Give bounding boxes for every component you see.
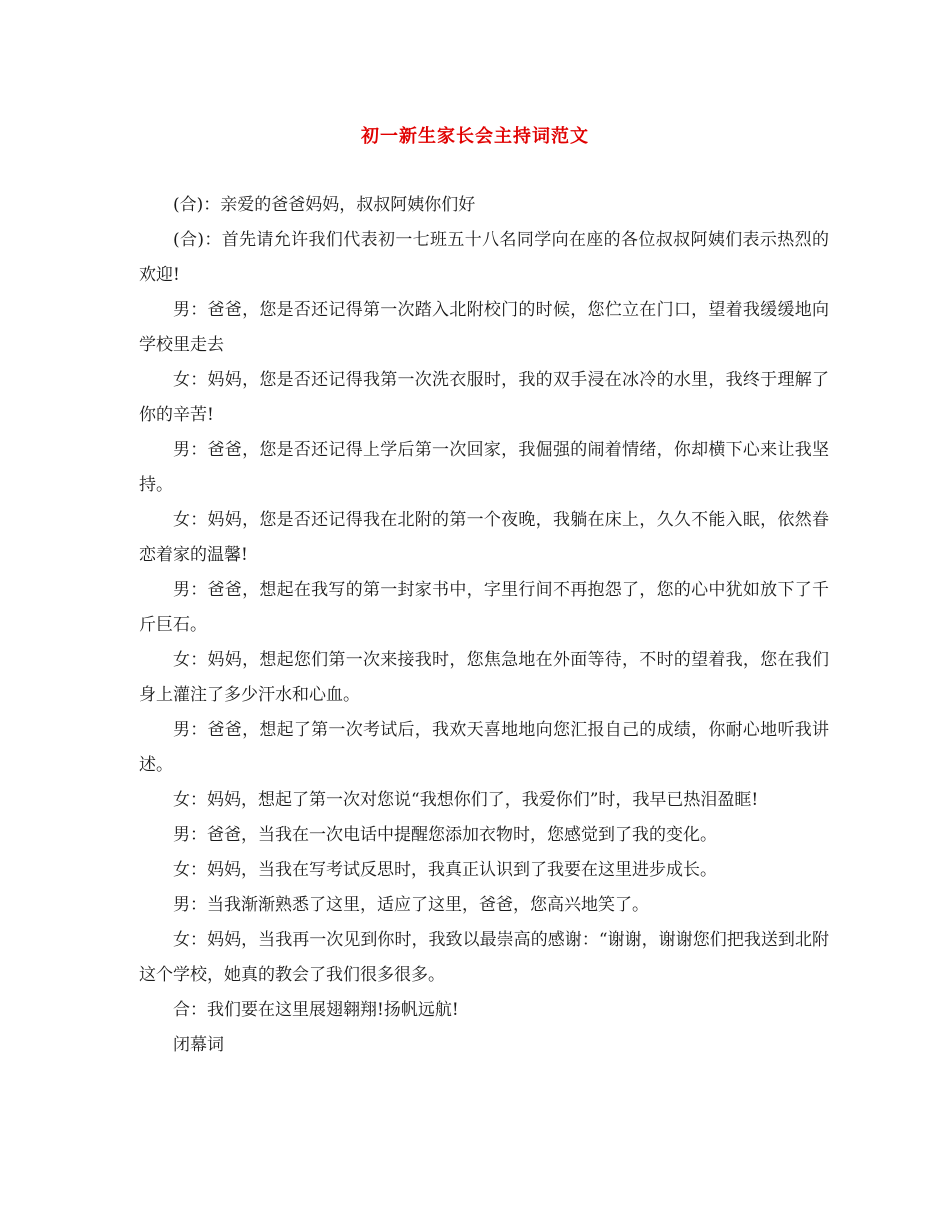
paragraph: 男：爸爸，当我在一次电话中提醒您添加衣物时，您感觉到了我的变化。	[173, 825, 717, 845]
paragraph: 女：妈妈，想起您们第一次来接我时，您焦急地在外面等待，不时的望着我，您在我们身上灌注了多少汗水和心血。	[139, 650, 829, 705]
paragraph: 女：妈妈，当我再一次见到你时，我致以最崇高的感谢：“谢谢，谢谢您们把我送到北附这个学校，她真的教会了我们很多很多。	[139, 930, 829, 985]
paragraph: 男：爸爸，您是否还记得上学后第一次回家，我倔强的闹着情绪，你却横下心来让我坚持。	[139, 440, 829, 495]
document-title: 初一新生家长会主持词范文	[361, 126, 589, 147]
paragraph: 男：爸爸，想起了第一次考试后，我欢天喜地地向您汇报自己的成绩，你耐心地听我讲述。	[139, 720, 829, 775]
paragraph: 男：爸爸，您是否还记得第一次踏入北附校门的时候，您伫立在门口，望着我缓缓地向学校里走去	[139, 300, 829, 355]
paragraph: 女：妈妈，您是否还记得我第一次洗衣服时，我的双手浸在冰冷的水里，我终于理解了你的辛苦!	[139, 370, 829, 425]
paragraph: 闭幕词	[173, 1035, 224, 1055]
paragraph: 女：妈妈，您是否还记得我在北附的第一个夜晚，我躺在床上，久久不能入眠，依然眷恋着家的温馨!	[139, 510, 829, 565]
paragraph: 女：妈妈，当我在写考试反思时，我真正认识到了我要在这里进步成长。	[173, 860, 717, 880]
paragraph: 女：妈妈，想起了第一次对您说“我想你们了，我爱你们”时，我早已热泪盈眶!	[173, 790, 759, 810]
paragraph: 男：当我渐渐熟悉了这里，适应了这里，爸爸，您高兴地笑了。	[173, 895, 649, 915]
paragraph: (合)：亲爱的爸爸妈妈，叔叔阿姨你们好	[173, 195, 476, 215]
paragraph: 男：爸爸，想起在我写的第一封家书中，字里行间不再抱怨了，您的心中犹如放下了千斤巨石。	[139, 580, 829, 635]
paragraph: (合)：首先请允许我们代表初一七班五十八名同学向在座的各位叔叔阿姨们表示热烈的欢迎!	[139, 230, 829, 285]
paragraph: 合：我们要在这里展翅翱翔!扬帆远航!	[173, 1000, 459, 1020]
document-body	[139, 188, 829, 1063]
